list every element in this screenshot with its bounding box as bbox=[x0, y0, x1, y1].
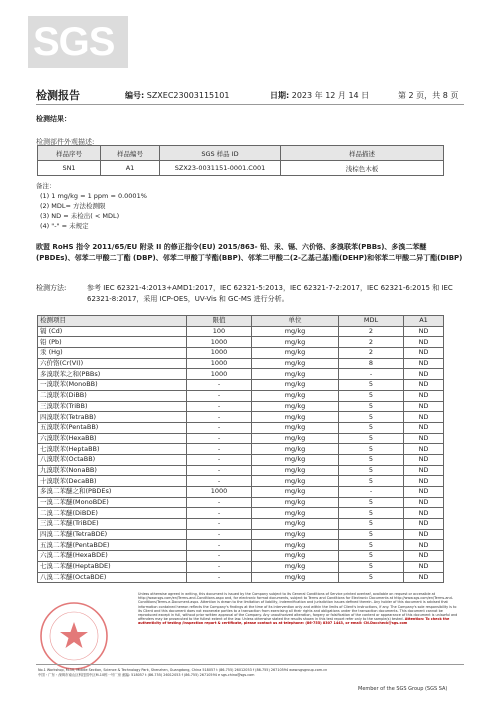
sample-cell: 浅棕色木板 bbox=[281, 161, 444, 176]
results-cell: 三溴二苯醚(TriBDE) bbox=[38, 519, 187, 530]
results-cell: 5 bbox=[339, 444, 404, 455]
footer-address-en: No.1 Workshop, M-10, Middle Section, Science & Technology Park, Shenzhen, Guangdong, China 518057 t (86-755) 26012053 f (86-755) 26710594 www.sgsgroup.com.cn bbox=[38, 668, 328, 672]
results-table-row bbox=[38, 412, 444, 423]
results-cell: mg/kg bbox=[252, 348, 339, 359]
results-cell: 5 bbox=[339, 497, 404, 508]
results-cell: 2 bbox=[339, 348, 404, 359]
results-cell: 九溴联苯(NonaBB) bbox=[38, 465, 187, 476]
sample-cell: A1 bbox=[101, 161, 160, 176]
results-table-row bbox=[38, 326, 444, 337]
results-table-row bbox=[38, 561, 444, 572]
footer-disclaimer-text: Unless otherwise agreed in writing, this document is issued by the Company subject to its General Conditions of Service printed overleaf, available on request or accessible at http://www.sgs.com/en/Terms-and-Conditions.aspx and, for electronic format documents, subject to Terms and Conditions for Electronic Documents at http://www.sgs.com/en/Terms-and-Conditions/Terms-e-Document.aspx. Attention is drawn to the limitation of liability, indemnification and jurisdiction issues defined therein. Any holder of this document is advised that information contained hereon reflects the Company's findings at the time of its intervention only and within the limits of Client's instructions, if any. The Company's sole responsibility is to its Client and this document does not exonerate parties to a transaction from exercising all their rights and obligations under the transaction documents. This document cannot be reproduced except in full, without prior written approval of the Company. Any unauthorized alteration, forgery or falsification of the content or appearance of this document is unlawful and offenders may be prosecuted to the fullest extent of the law. Unless otherwise stated the results shown in this test report refer only to the sample(s) tested. bbox=[138, 592, 458, 622]
results-cell: mg/kg bbox=[252, 519, 339, 530]
results-table-row bbox=[38, 551, 444, 562]
results-cell: 5 bbox=[339, 390, 404, 401]
results-table-row bbox=[38, 508, 444, 519]
results-cell: - bbox=[187, 380, 252, 391]
results-cell: ND bbox=[404, 551, 444, 562]
results-cell: 1000 bbox=[187, 487, 252, 498]
results-cell: 多溴二苯醚之和(PBDEs) bbox=[38, 487, 187, 498]
results-cell: mg/kg bbox=[252, 572, 339, 583]
results-cell: - bbox=[187, 551, 252, 562]
results-cell: - bbox=[187, 412, 252, 423]
results-cell: ND bbox=[404, 497, 444, 508]
sample-header-cell: 样品序号 bbox=[38, 146, 101, 161]
results-cell: mg/kg bbox=[252, 390, 339, 401]
results-cell: 二溴联苯(DiBB) bbox=[38, 390, 187, 401]
results-cell: 5 bbox=[339, 454, 404, 465]
results-table-row bbox=[38, 380, 444, 391]
results-cell: ND bbox=[404, 454, 444, 465]
results-cell: 5 bbox=[339, 380, 404, 391]
results-table-row bbox=[38, 337, 444, 348]
results-cell: ND bbox=[404, 380, 444, 391]
results-cell: mg/kg bbox=[252, 422, 339, 433]
report-number-label: 编号: bbox=[125, 91, 145, 100]
results-cell: mg/kg bbox=[252, 497, 339, 508]
results-cell: 六溴二苯醚(HexaBDE) bbox=[38, 551, 187, 562]
results-cell: 2 bbox=[339, 337, 404, 348]
results-cell: mg/kg bbox=[252, 476, 339, 487]
results-table-row bbox=[38, 497, 444, 508]
results-cell: ND bbox=[404, 476, 444, 487]
results-cell: - bbox=[187, 508, 252, 519]
results-cell: ND bbox=[404, 390, 444, 401]
results-table-row bbox=[38, 540, 444, 551]
results-cell: - bbox=[187, 444, 252, 455]
results-cell: - bbox=[187, 401, 252, 412]
sample-header-cell: 样品编号 bbox=[101, 146, 160, 161]
results-cell: 六溴联苯(HexaBB) bbox=[38, 433, 187, 444]
results-table-row bbox=[38, 390, 444, 401]
results-cell: ND bbox=[404, 444, 444, 455]
results-header-cell: A1 bbox=[404, 316, 444, 327]
results-cell: mg/kg bbox=[252, 433, 339, 444]
results-cell: ND bbox=[404, 326, 444, 337]
results-table-row bbox=[38, 454, 444, 465]
results-cell: 四溴二苯醚(TetraBDE) bbox=[38, 529, 187, 540]
results-cell: 七溴二苯醚(HeptaBDE) bbox=[38, 561, 187, 572]
results-cell: 六价铬(Cr(VI)) bbox=[38, 358, 187, 369]
results-cell: - bbox=[187, 465, 252, 476]
results-cell: 5 bbox=[339, 508, 404, 519]
results-cell: - bbox=[187, 497, 252, 508]
results-cell: mg/kg bbox=[252, 540, 339, 551]
results-cell: - bbox=[187, 519, 252, 530]
results-cell: - bbox=[187, 422, 252, 433]
results-table-row bbox=[38, 401, 444, 412]
results-cell: ND bbox=[404, 358, 444, 369]
results-table-row bbox=[38, 476, 444, 487]
note-line: (3) ND = 未检出( < MDL) bbox=[40, 212, 120, 220]
results-cell: 5 bbox=[339, 422, 404, 433]
report-date-value: 2023 年 12 月 14 日 bbox=[291, 91, 370, 100]
results-cell: 三溴联苯(TriBB) bbox=[38, 401, 187, 412]
report-date bbox=[270, 90, 369, 101]
results-table-row bbox=[38, 444, 444, 455]
sample-table bbox=[37, 145, 444, 176]
results-cell: 1000 bbox=[187, 337, 252, 348]
results-cell: 多溴联苯之和(PBBs) bbox=[38, 369, 187, 380]
results-cell: 一溴联苯(MonoBB) bbox=[38, 380, 187, 391]
results-cell: ND bbox=[404, 433, 444, 444]
results-cell: mg/kg bbox=[252, 454, 339, 465]
results-table-row bbox=[38, 369, 444, 380]
results-cell: - bbox=[187, 476, 252, 487]
results-cell: 100 bbox=[187, 326, 252, 337]
results-cell: mg/kg bbox=[252, 369, 339, 380]
results-cell: mg/kg bbox=[252, 561, 339, 572]
results-header-cell: 检测项目 bbox=[38, 316, 187, 327]
results-cell: 5 bbox=[339, 401, 404, 412]
test-method-label: 检测方法: bbox=[36, 284, 67, 292]
results-header-cell: MDL bbox=[339, 316, 404, 327]
sample-header-cell: 样品描述 bbox=[281, 146, 444, 161]
results-cell: - bbox=[339, 369, 404, 380]
results-cell: 镉 (Cd) bbox=[38, 326, 187, 337]
results-cell: mg/kg bbox=[252, 337, 339, 348]
results-table-row bbox=[38, 487, 444, 498]
results-cell: - bbox=[187, 540, 252, 551]
footer-divider bbox=[36, 664, 464, 665]
results-cell: 2 bbox=[339, 326, 404, 337]
results-cell: 五溴联苯(PentaBB) bbox=[38, 422, 187, 433]
sample-header-cell: SGS 样品 ID bbox=[160, 146, 281, 161]
results-cell: 5 bbox=[339, 476, 404, 487]
results-table-row bbox=[38, 529, 444, 540]
sample-cell: SN1 bbox=[38, 161, 101, 176]
results-cell: ND bbox=[404, 487, 444, 498]
results-cell: 铅 (Pb) bbox=[38, 337, 187, 348]
footer-disclaimer bbox=[138, 592, 458, 626]
results-cell: 5 bbox=[339, 519, 404, 530]
results-cell: ND bbox=[404, 401, 444, 412]
results-cell: ND bbox=[404, 529, 444, 540]
results-cell: 汞 (Hg) bbox=[38, 348, 187, 359]
results-cell: ND bbox=[404, 369, 444, 380]
footer-address bbox=[38, 668, 458, 677]
results-cell: mg/kg bbox=[252, 487, 339, 498]
results-cell: 5 bbox=[339, 540, 404, 551]
results-cell: - bbox=[339, 487, 404, 498]
results-table-row bbox=[38, 465, 444, 476]
inspection-stamp bbox=[38, 600, 110, 672]
results-cell: mg/kg bbox=[252, 326, 339, 337]
results-cell: 5 bbox=[339, 465, 404, 476]
results-cell: 5 bbox=[339, 433, 404, 444]
sample-table-row bbox=[38, 161, 444, 176]
results-cell: 5 bbox=[339, 572, 404, 583]
results-cell: 五溴二苯醚(PentaBDE) bbox=[38, 540, 187, 551]
report-number bbox=[125, 90, 229, 101]
results-cell: ND bbox=[404, 540, 444, 551]
results-cell: 十溴联苯(DecaBB) bbox=[38, 476, 187, 487]
notes-block bbox=[36, 181, 147, 231]
results-cell: 二溴二苯醚(DiBDE) bbox=[38, 508, 187, 519]
results-cell: 8 bbox=[339, 358, 404, 369]
test-method-text: 参考 IEC 62321-4:2013+AMD1:2017，IEC 62321-5:2013，IEC 62321-7-2:2017，IEC 62321-6:2015 和 IEC 62321-8:2017，采用 ICP-OES，UV-Vis 和 GC-MS 进行分析。 bbox=[87, 284, 453, 303]
results-cell: mg/kg bbox=[252, 529, 339, 540]
results-header-cell: 单位 bbox=[252, 316, 339, 327]
results-table-row bbox=[38, 348, 444, 359]
page-indicator: 第 2 页，共 8 页 bbox=[398, 91, 459, 100]
results-cell: - bbox=[187, 561, 252, 572]
footer-attention: Attention: To check the authenticity of testing /inspection report & certificate, please contact us at telephone: (86-755) 8307 1443, or email: CN.Doccheck@sgs.com bbox=[138, 617, 450, 626]
results-header-cell: 限值 bbox=[187, 316, 252, 327]
results-cell: ND bbox=[404, 422, 444, 433]
part-description-label: 检测部件外观描述: bbox=[36, 138, 95, 146]
results-cell: - bbox=[187, 390, 252, 401]
results-cell: 四溴联苯(TetraBB) bbox=[38, 412, 187, 423]
results-table-row bbox=[38, 422, 444, 433]
results-cell: mg/kg bbox=[252, 465, 339, 476]
results-cell: 1000 bbox=[187, 369, 252, 380]
results-cell: 5 bbox=[339, 561, 404, 572]
results-cell: 1000 bbox=[187, 348, 252, 359]
report-date-label: 日期: bbox=[270, 91, 290, 100]
results-cell: mg/kg bbox=[252, 412, 339, 423]
note-line: (1) 1 mg/kg = 1 ppm = 0.0001% bbox=[40, 192, 147, 200]
results-cell: 八溴联苯(OctaBB) bbox=[38, 454, 187, 465]
regulation-heading: 欧盟 RoHS 指令 2011/65/EU 附录 II 的修正指令(EU) 2015/863- 铅、汞、镉、六价铬、多溴联苯(PBBs)、多溴二苯醚(PBDEs)、邻苯二甲酸二丁酯 (DBP)、邻苯二甲酸丁苄酯(BBP)、邻苯二甲酸二(2-乙基己基)酯(DEHP)和邻苯二甲酸二异丁酯(DIBP) bbox=[36, 243, 463, 262]
note-line: (2) MDL= 方法检测限 bbox=[40, 202, 106, 210]
header-divider bbox=[36, 104, 464, 105]
results-cell: 七溴联苯(HeptaBB) bbox=[38, 444, 187, 455]
sample-cell: SZX23-0031151-0001.C001 bbox=[160, 161, 281, 176]
results-cell: mg/kg bbox=[252, 401, 339, 412]
results-cell: mg/kg bbox=[252, 444, 339, 455]
results-table-header bbox=[38, 316, 444, 327]
results-cell: mg/kg bbox=[252, 508, 339, 519]
results-cell: mg/kg bbox=[252, 380, 339, 391]
results-table-row bbox=[38, 572, 444, 583]
results-cell: 5 bbox=[339, 529, 404, 540]
results-cell: 5 bbox=[339, 412, 404, 423]
footer-address-cn: 中国・广东・深圳市南山区科技园中区M-10栋一号厂房 邮编: 518057 t (86-755) 26012053 f (86-755) 26710594 e sgs.china@sgs.com bbox=[38, 672, 255, 677]
sample-table-header bbox=[38, 146, 444, 161]
results-cell: - bbox=[187, 529, 252, 540]
results-cell: - bbox=[187, 454, 252, 465]
results-table-row bbox=[38, 358, 444, 369]
results-cell: ND bbox=[404, 572, 444, 583]
sgs-member-note: Member of the SGS Group (SGS SA) bbox=[358, 686, 448, 692]
results-cell: ND bbox=[404, 519, 444, 530]
results-cell: 1000 bbox=[187, 358, 252, 369]
results-cell: ND bbox=[404, 412, 444, 423]
results-cell: 八溴二苯醚(OctaBDE) bbox=[38, 572, 187, 583]
results-cell: - bbox=[187, 433, 252, 444]
note-line: (4) "-" = 未规定 bbox=[40, 222, 89, 230]
results-cell: ND bbox=[404, 561, 444, 572]
results-table bbox=[37, 315, 444, 583]
results-cell: mg/kg bbox=[252, 358, 339, 369]
results-label: 检测结果： bbox=[36, 115, 71, 123]
results-cell: mg/kg bbox=[252, 551, 339, 562]
results-table-row bbox=[38, 433, 444, 444]
results-cell: ND bbox=[404, 337, 444, 348]
results-cell: 一溴二苯醚(MonoBDE) bbox=[38, 497, 187, 508]
results-cell: ND bbox=[404, 508, 444, 519]
report-number-value: SZXEC23003115101 bbox=[146, 91, 230, 100]
results-cell: ND bbox=[404, 465, 444, 476]
report-title: 检测报告 bbox=[36, 89, 80, 102]
sgs-logo: SGS bbox=[33, 20, 115, 64]
results-table-row bbox=[38, 519, 444, 530]
results-cell: ND bbox=[404, 348, 444, 359]
results-cell: 5 bbox=[339, 551, 404, 562]
notes-title: 备注： bbox=[36, 182, 56, 190]
results-cell: - bbox=[187, 572, 252, 583]
